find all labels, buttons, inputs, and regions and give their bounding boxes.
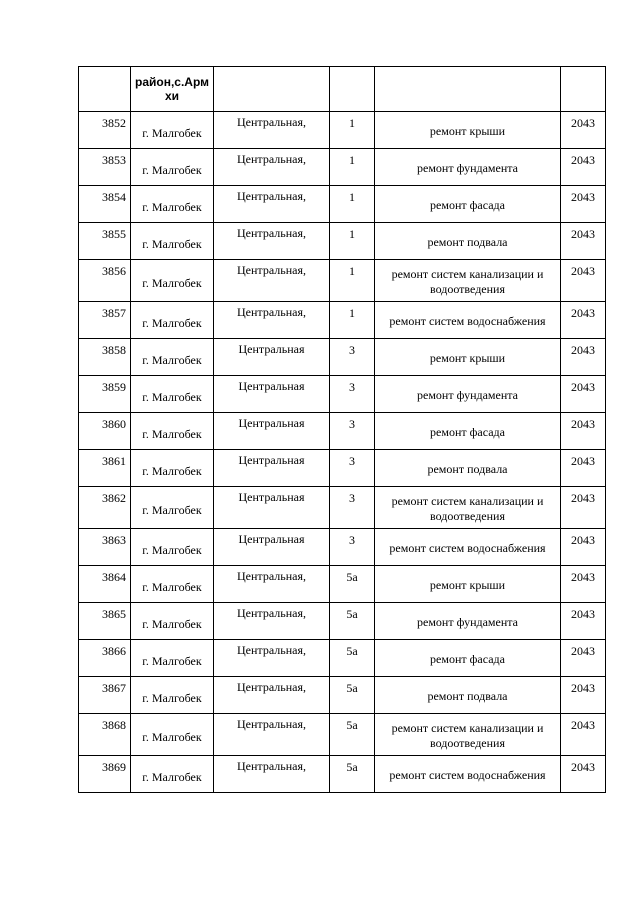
year-cell: 2043	[561, 302, 606, 339]
city-cell: г. Малгобек	[131, 603, 214, 640]
street-cell: Центральная	[214, 376, 330, 413]
row-number-cell: 3856	[79, 260, 131, 302]
house-number-cell: 1	[330, 302, 375, 339]
city-cell: г. Малгобек	[131, 186, 214, 223]
row-number-cell: 3860	[79, 413, 131, 450]
street-cell: Центральная,	[214, 677, 330, 714]
street-cell: Центральная,	[214, 223, 330, 260]
city-cell: г. Малгобек	[131, 223, 214, 260]
year-cell: 2043	[561, 756, 606, 793]
city-cell: г. Малгобек	[131, 302, 214, 339]
row-number-cell: 3852	[79, 112, 131, 149]
header-cell-street	[214, 67, 330, 112]
year-cell: 2043	[561, 112, 606, 149]
street-cell: Центральная,	[214, 603, 330, 640]
house-number-cell: 3	[330, 376, 375, 413]
house-number-cell: 1	[330, 260, 375, 302]
house-number-cell: 5а	[330, 566, 375, 603]
work-type-cell: ремонт систем канализации и водоотведения	[375, 260, 561, 302]
year-cell: 2043	[561, 487, 606, 529]
table-row	[79, 260, 606, 302]
house-number-cell: 1	[330, 149, 375, 186]
house-number-cell: 5а	[330, 756, 375, 793]
work-type-cell: ремонт фасада	[375, 413, 561, 450]
work-type-cell: ремонт фундамента	[375, 376, 561, 413]
city-cell: г. Малгобек	[131, 714, 214, 756]
year-cell: 2043	[561, 186, 606, 223]
house-number-cell: 1	[330, 186, 375, 223]
street-cell: Центральная,	[214, 714, 330, 756]
street-cell: Центральная,	[214, 302, 330, 339]
table-row	[79, 714, 606, 756]
year-cell: 2043	[561, 339, 606, 376]
work-type-cell: ремонт систем канализации и водоотведения	[375, 487, 561, 529]
street-cell: Центральная,	[214, 640, 330, 677]
house-number-cell: 3	[330, 450, 375, 487]
work-type-cell: ремонт подвала	[375, 450, 561, 487]
city-cell: г. Малгобек	[131, 112, 214, 149]
house-number-cell: 1	[330, 112, 375, 149]
year-cell: 2043	[561, 566, 606, 603]
work-type-cell: ремонт подвала	[375, 223, 561, 260]
street-cell: Центральная	[214, 339, 330, 376]
work-type-cell: ремонт фасада	[375, 640, 561, 677]
year-cell: 2043	[561, 640, 606, 677]
row-number-cell: 3867	[79, 677, 131, 714]
table-row	[79, 450, 606, 487]
city-cell: г. Малгобек	[131, 339, 214, 376]
year-cell: 2043	[561, 450, 606, 487]
house-number-cell: 3	[330, 529, 375, 566]
work-type-cell: ремонт фасада	[375, 186, 561, 223]
street-cell: Центральная	[214, 529, 330, 566]
row-number-cell: 3863	[79, 529, 131, 566]
table-row	[79, 529, 606, 566]
header-cell-num	[79, 67, 131, 112]
house-number-cell: 3	[330, 413, 375, 450]
year-cell: 2043	[561, 223, 606, 260]
year-cell: 2043	[561, 149, 606, 186]
street-cell: Центральная,	[214, 756, 330, 793]
row-number-cell: 3865	[79, 603, 131, 640]
city-cell: г. Малгобек	[131, 376, 214, 413]
row-number-cell: 3861	[79, 450, 131, 487]
year-cell: 2043	[561, 677, 606, 714]
house-number-cell: 3	[330, 339, 375, 376]
year-cell: 2043	[561, 603, 606, 640]
table-row	[79, 186, 606, 223]
street-cell: Центральная,	[214, 566, 330, 603]
row-number-cell: 3857	[79, 302, 131, 339]
header-cell-house	[330, 67, 375, 112]
header-cell-year	[561, 67, 606, 112]
row-number-cell: 3853	[79, 149, 131, 186]
house-number-cell: 1	[330, 223, 375, 260]
year-cell: 2043	[561, 529, 606, 566]
repair-plan-table	[78, 66, 606, 793]
row-number-cell: 3866	[79, 640, 131, 677]
house-number-cell: 5а	[330, 603, 375, 640]
header-row	[79, 67, 606, 112]
table-row	[79, 149, 606, 186]
row-number-cell: 3862	[79, 487, 131, 529]
city-cell: г. Малгобек	[131, 566, 214, 603]
work-type-cell: ремонт систем водоснабжения	[375, 529, 561, 566]
year-cell: 2043	[561, 376, 606, 413]
street-cell: Центральная	[214, 413, 330, 450]
work-type-cell: ремонт систем водоснабжения	[375, 302, 561, 339]
street-cell: Центральная,	[214, 186, 330, 223]
house-number-cell: 5а	[330, 677, 375, 714]
street-cell: Центральная	[214, 487, 330, 529]
row-number-cell: 3854	[79, 186, 131, 223]
row-number-cell: 3855	[79, 223, 131, 260]
city-cell: г. Малгобек	[131, 640, 214, 677]
table-row	[79, 112, 606, 149]
work-type-cell: ремонт систем водоснабжения	[375, 756, 561, 793]
city-cell: г. Малгобек	[131, 756, 214, 793]
row-number-cell: 3859	[79, 376, 131, 413]
street-cell: Центральная,	[214, 112, 330, 149]
header-cell-district: район,с.Арм хи	[131, 67, 214, 112]
city-cell: г. Малгобек	[131, 149, 214, 186]
work-type-cell: ремонт крыши	[375, 112, 561, 149]
work-type-cell: ремонт крыши	[375, 566, 561, 603]
work-type-cell: ремонт крыши	[375, 339, 561, 376]
table-row	[79, 376, 606, 413]
table-row	[79, 756, 606, 793]
work-type-cell: ремонт систем канализации и водоотведения	[375, 714, 561, 756]
work-type-cell: ремонт фундамента	[375, 603, 561, 640]
street-cell: Центральная,	[214, 149, 330, 186]
row-number-cell: 3869	[79, 756, 131, 793]
city-cell: г. Малгобек	[131, 450, 214, 487]
table-row	[79, 223, 606, 260]
house-number-cell: 3	[330, 487, 375, 529]
table-row	[79, 339, 606, 376]
table-row	[79, 677, 606, 714]
table-row	[79, 566, 606, 603]
row-number-cell: 3864	[79, 566, 131, 603]
table-row	[79, 302, 606, 339]
year-cell: 2043	[561, 714, 606, 756]
row-number-cell: 3868	[79, 714, 131, 756]
work-type-cell: ремонт фундамента	[375, 149, 561, 186]
street-cell: Центральная	[214, 450, 330, 487]
table-row	[79, 603, 606, 640]
house-number-cell: 5а	[330, 640, 375, 677]
street-cell: Центральная,	[214, 260, 330, 302]
year-cell: 2043	[561, 260, 606, 302]
city-cell: г. Малгобек	[131, 413, 214, 450]
city-cell: г. Малгобек	[131, 260, 214, 302]
work-type-cell: ремонт подвала	[375, 677, 561, 714]
header-cell-work	[375, 67, 561, 112]
city-cell: г. Малгобек	[131, 529, 214, 566]
table-row	[79, 640, 606, 677]
city-cell: г. Малгобек	[131, 677, 214, 714]
house-number-cell: 5а	[330, 714, 375, 756]
year-cell: 2043	[561, 413, 606, 450]
table-row	[79, 487, 606, 529]
city-cell: г. Малгобек	[131, 487, 214, 529]
row-number-cell: 3858	[79, 339, 131, 376]
table-row	[79, 413, 606, 450]
